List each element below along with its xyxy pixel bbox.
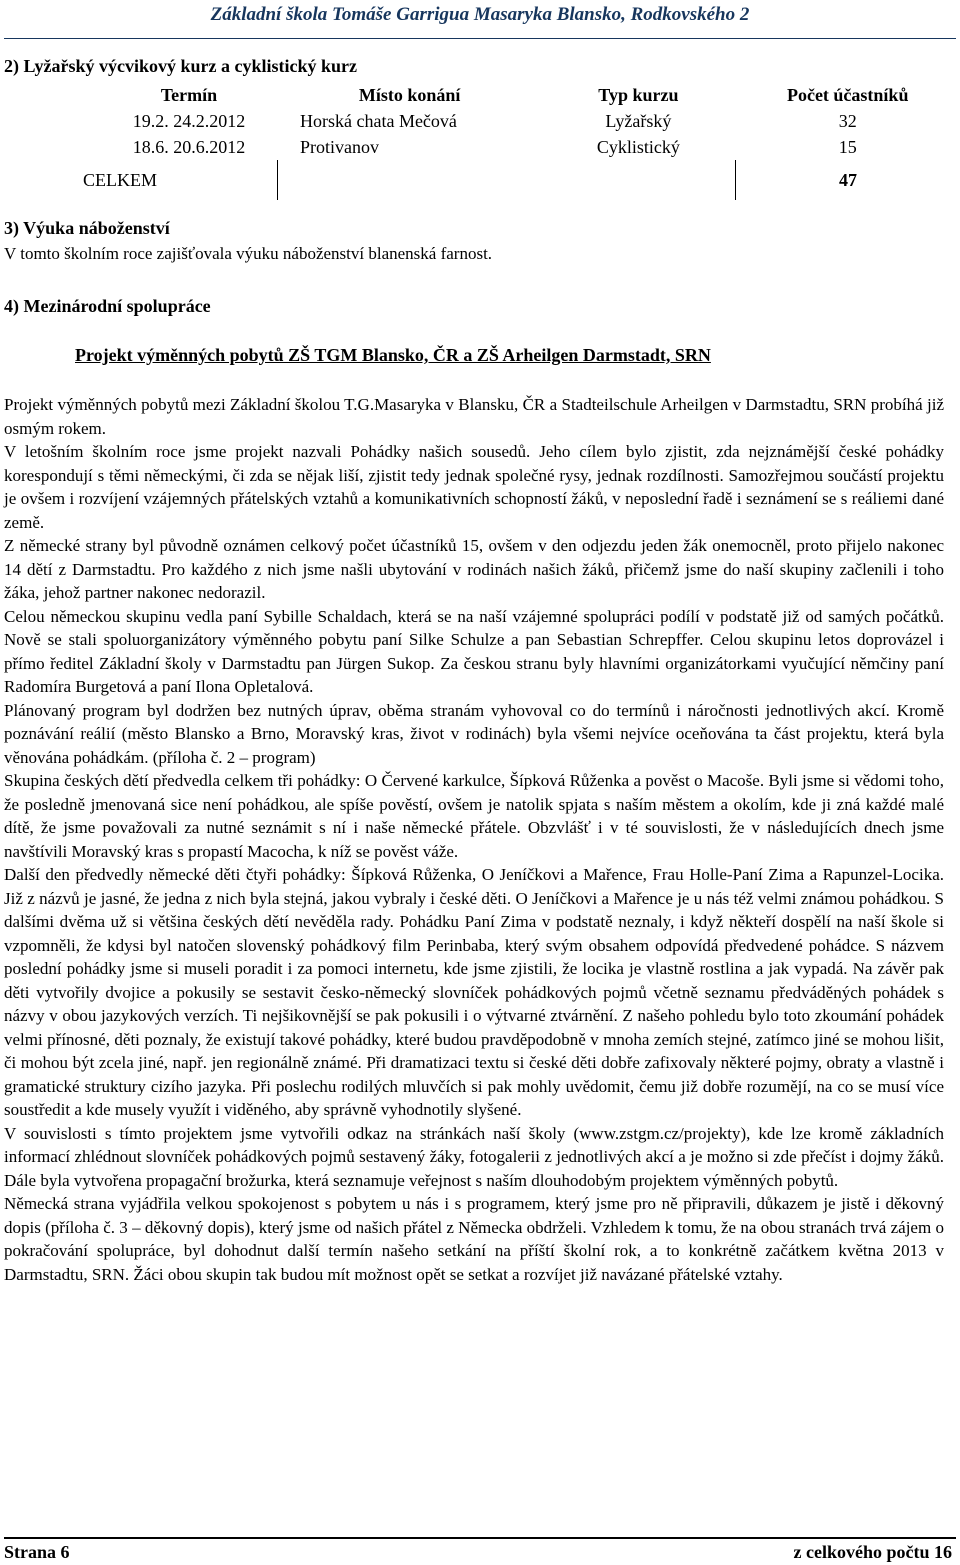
total-value: 47: [838, 169, 857, 190]
table-header-row: [100, 82, 960, 108]
body-text: [4, 393, 944, 1286]
header-rule: [4, 38, 956, 39]
paragraph: V letošním školním roce jsme projekt nazvali Pohádky našich sousedů. Jeho cílem bylo zjistit, zda nejznámější české pohádky korespondují s těmi německými, či zda se nějak liší, zjistit tedy jednak společné rysy, jednak rozdílnosti. Samozřejmou součástí projektu je ovšem i rozvíjení vzájemných přátelských vztahů a komunikativních schopností žáků, v neposlední řadě i seznámení se s reáliemi dané země.: [4, 442, 944, 532]
section-2-heading: 2) Lyžařský výcvikový kurz a cyklistický kurz: [4, 56, 358, 76]
table-row: [100, 134, 960, 160]
table-total-row: [100, 160, 960, 200]
column-header: Počet účastníků: [786, 84, 909, 105]
courses-table: [83, 82, 960, 200]
paragraph: Další den předvedly německé děti čtyři pohádky: Šípková Růženka, O Jeníčkovi a Mařence, Frau Holle-Paní Zima a Rapunzel-Locika. Již z názvů je jasné, že jedna z nich byla stejná, jakou vybraly i české děti. O Jeníčkovi a Mařence je u nás též velmi známou pohádkou. S dalšími dvěma už si většina českých dětí nevěděla rady. Pohádku Paní Zima v podstatě neznaly, i když někteří dospělí na naší škole si vzpomněli, že kdysi byl natočen slovenský pohádkový film Perinbaba, který svým obsahem odpovídá předvedené pohádce. S názvem poslední pohádky jsme si museli poradit i za pomoci internetu, kde jsme zjistili, že locika je vlastně rostlina a jak vypadá. Na závěr pak děti vytvořily dvojice a pokusily se sestavit česko-německý slovníček pohádkových pojmů včetně seznamu předváděných pohádek s názvy v obou jazykových verzích. Ti nejšikovnější se pak pokusili i o výtvarné ztvárnění. Z našeho pohledu bylo toto zkoumání pohádek velmi přínosné, děti poznaly, že existují takové pohádky, které budou pravděpodobně v mnoha zemích stejné, zatímco jiné se mohou lišit, či mohou být zcela jiné, např. jen regionálně známé. Při dramatizaci textu si české děti dobře zafixovaly některé pojmy, obraty a vlastně i gramatické struktury cizího jazyka. Při poslechu rodilých mluvčích si pak mohly uvědomit, čemu již dobře rozumějí, na co se musí více soustředit a kde musely využít i viděného, aby správně vyhodnotily slyšené.: [4, 865, 944, 1119]
table-cell: Horská chata Mečová: [299, 110, 457, 131]
project-title: Projekt výměnných pobytů ZŠ TGM Blansko, ČR a ZŠ Arheilgen Darmstadt, SRN: [75, 345, 711, 365]
table-row: [100, 108, 960, 134]
column-header: Místo konání: [358, 84, 461, 105]
table-blank-cell: [278, 160, 735, 200]
table-cell: Protivanov: [299, 136, 379, 157]
table-cell: Cyklistický: [596, 136, 680, 157]
page-number: Strana 6: [4, 1542, 70, 1562]
total-label: CELKEM: [83, 169, 157, 190]
page-header: Základní škola Tomáše Garrigua Masaryka Blansko, Rodkovského 2: [210, 4, 750, 25]
column-header: Termín: [160, 84, 218, 105]
column-header: Typ kurzu: [598, 84, 679, 105]
paragraph: Německá strana vyjádřila velkou spokojenost s pobytem u nás i s programem, který jsme pro ně připravili, důkazem je jistě i děkovný dopis (příloha č. 3 – děkovný dopis), který jsme od našich přátel z Německa obdrželi. Vzhledem k tomu, že na obou stranách trvá zájem o pokračování spolupráce, byl dohodnut další termín našeho setkání na příští školní rok, a to konkrétně začátkem května 2013 v Darmstadtu, SRN. Žáci obou skupin tak budou mít možnost opět se setkat a rozvíjet již navázané přátelské vztahy.: [4, 1194, 944, 1284]
paragraph: Plánovaný program byl dodržen bez nutných úprav, oběma stranám vyhovoval co do termínů i náročnosti jednotlivých akcí. Kromě poznávání reálií (město Blansko a Brno, Moravský kras, život v rodinách) byla všemi nejvíce oceňována ta část projektu, která byla věnována pohádkám. (příloha č. 2 – program): [4, 700, 944, 767]
footer-rule: [4, 1537, 956, 1539]
paragraph: Z německé strany byl původně oznámen celkový počet účastníků 15, ovšem v den odjezdu jeden žák onemocněl, proto přijelo nakonec 14 dětí z Darmstadtu. Pro každého z nich jsme našli ubytování v rodinách našich žáků, přičemž jsme do naší skupiny začlenili i toho žáka, jehož partner nakonec nedorazil.: [4, 536, 944, 602]
table-cell: 15: [838, 136, 857, 157]
table-cell: 32: [838, 110, 857, 131]
section-3-text: V tomto školním roce zajišťovala výuku náboženství blanenská farnost.: [4, 244, 493, 263]
paragraph: V souvislosti s tímto projektem jsme vytvořili odkaz na stránkách naší školy (www.zstgm.cz/projekty), kde lze kromě základních informací zhlédnout slovníček pohádkových pojmů sestavený žáky, fotogalerii z jednotlivých akcí a je možno si zde přečíst i dojmy žáků. Dále byla vytvořena propagační brožurka, která seznamuje veřejnost s naším dlouhodobým projektem výměnných pobytů.: [4, 1123, 944, 1190]
section-3-heading: 3) Výuka náboženství: [4, 218, 170, 238]
section-4-heading: 4) Mezinárodní spolupráce: [4, 296, 211, 316]
paragraph: Projekt výměnných pobytů mezi Základní školou T.G.Masaryka v Blansku, ČR a Stadteilschule Arheilgen v Darmstadtu, SRN probíhá již osmým rokem.: [4, 395, 944, 438]
paragraph: Skupina českých dětí předvedla celkem tři pohádky: O Červené karkulce, Šípková Růženka a pověst o Macoše. Byli jsme si vědomi toho, že posledně jmenovaná sice není pohádkou, ale spíše pověstí, ovšem je natolik spjata s naším městem a okolím, kde ji zná každé malé dítě, že jsme považovali za nutné seznámit s ní i naše německé přátele. Obzvlášť i v té souvislosti, že v následujících dnech jsme navštívili Moravský kras s propastí Macocha, k níž se pověst váže.: [4, 771, 944, 861]
page-total: z celkového počtu 16: [793, 1542, 952, 1562]
table-cell: 19.2. 24.2.2012: [132, 110, 246, 131]
table-cell: Lyžařský: [605, 110, 672, 131]
paragraph: Celou německou skupinu vedla paní Sybille Schaldach, která se na naší vzájemné spolupráci podílí v podstatě již od samých počátků. Nově se stali spoluorganizátory výměnného pobytu paní Silke Schulze a pan Sebastian Schrepffer. Celou skupinu letos doprovázel i přímo ředitel Základní školy v Darmstadtu pan Jürgen Sukop. Za českou stranu byly hlavními organizátorkami vyučující němčiny paní Radomíra Burgetová a paní Ilona Opletalová.: [4, 606, 944, 696]
table-cell: 18.6. 20.6.2012: [132, 136, 246, 157]
